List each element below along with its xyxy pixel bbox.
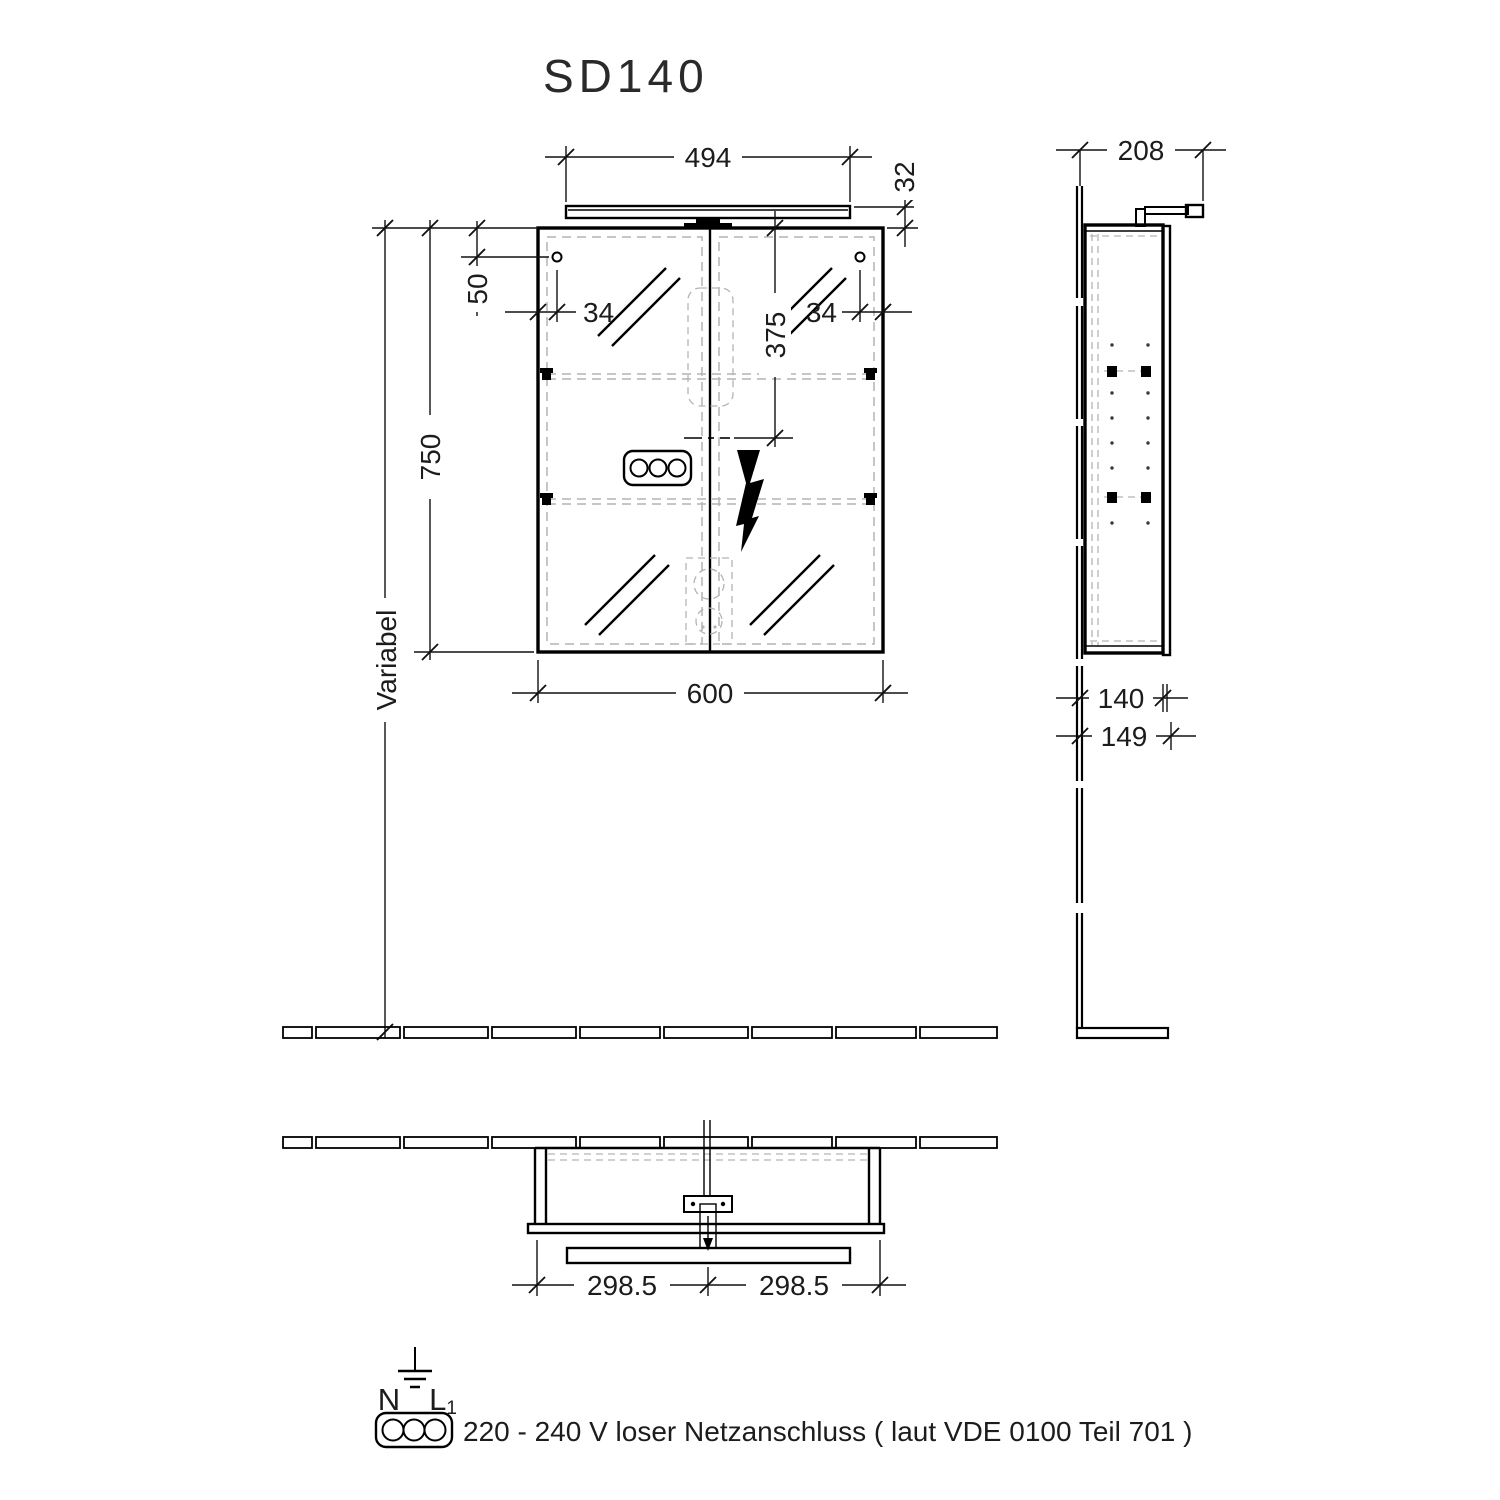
mounting-hole-left xyxy=(553,253,562,262)
cabinet-side xyxy=(1085,225,1163,653)
neutral-label: N xyxy=(377,1382,401,1417)
power-note-text: 220 - 240 V loser Netzanschluss ( laut VDE 0100 Teil 701 ) xyxy=(463,1416,1193,1447)
dim-light-height xyxy=(854,154,921,247)
dim-wall-height-variable xyxy=(370,220,402,1040)
plan-view xyxy=(283,1027,997,1263)
door-left-outline xyxy=(547,237,702,644)
power-note xyxy=(376,1347,1192,1447)
plan-dimensions xyxy=(512,1240,906,1302)
dim-label: 34 xyxy=(583,297,615,328)
earth-ground-icon xyxy=(398,1347,432,1387)
light-bar-front xyxy=(566,206,850,218)
dim-light-width xyxy=(545,140,872,202)
line-label: L1 xyxy=(429,1382,457,1419)
power-socket-icon xyxy=(376,1413,452,1447)
dim-cabinet-width xyxy=(512,660,908,710)
dim-label: 494 xyxy=(684,142,732,173)
cabinet-plan xyxy=(528,1148,884,1233)
light-bar-plan xyxy=(567,1248,850,1263)
side-view xyxy=(1077,186,1203,1038)
lamp-arm-side xyxy=(1136,205,1203,226)
dim-light-left: 298.5 xyxy=(586,1270,658,1301)
dim-label: 750 xyxy=(415,433,446,481)
dim-label: 50 xyxy=(462,273,493,305)
light-bracket xyxy=(684,1120,732,1251)
dim-label: Variabel xyxy=(371,609,402,711)
wall-row-lower xyxy=(283,1137,997,1148)
dim-label: 149 xyxy=(1100,721,1148,752)
side-shelf-clips xyxy=(1104,366,1152,503)
wall-row-upper xyxy=(283,1027,997,1038)
mounting-hole-right xyxy=(856,253,865,262)
wall-base xyxy=(1077,1028,1168,1038)
dim-hole-offset-left xyxy=(505,270,614,328)
door-side xyxy=(1163,226,1170,655)
shelf-clips xyxy=(540,368,877,505)
side-hidden-lines xyxy=(1090,234,1160,645)
dim-body-depth xyxy=(1056,681,1188,714)
dim-label: 34 xyxy=(805,297,837,328)
dim-label: 600 xyxy=(686,678,734,709)
dim-label: 32 xyxy=(889,161,920,193)
front-view xyxy=(538,206,883,652)
dim-label: 375 xyxy=(760,311,791,359)
door-right-outline xyxy=(719,237,874,644)
dim-light-right: 298.5 xyxy=(758,1270,830,1301)
dim-hole-top-offset xyxy=(461,221,549,316)
wall-line xyxy=(1077,186,1082,1029)
light-mount xyxy=(696,218,720,223)
dim-label: 140 xyxy=(1097,683,1145,714)
socket-icon xyxy=(624,451,691,485)
dim-label: 208 xyxy=(1117,135,1165,166)
lightning-bolt-icon xyxy=(736,450,764,552)
drawing-title: SD140 xyxy=(543,50,709,102)
dim-center-height xyxy=(734,211,793,447)
